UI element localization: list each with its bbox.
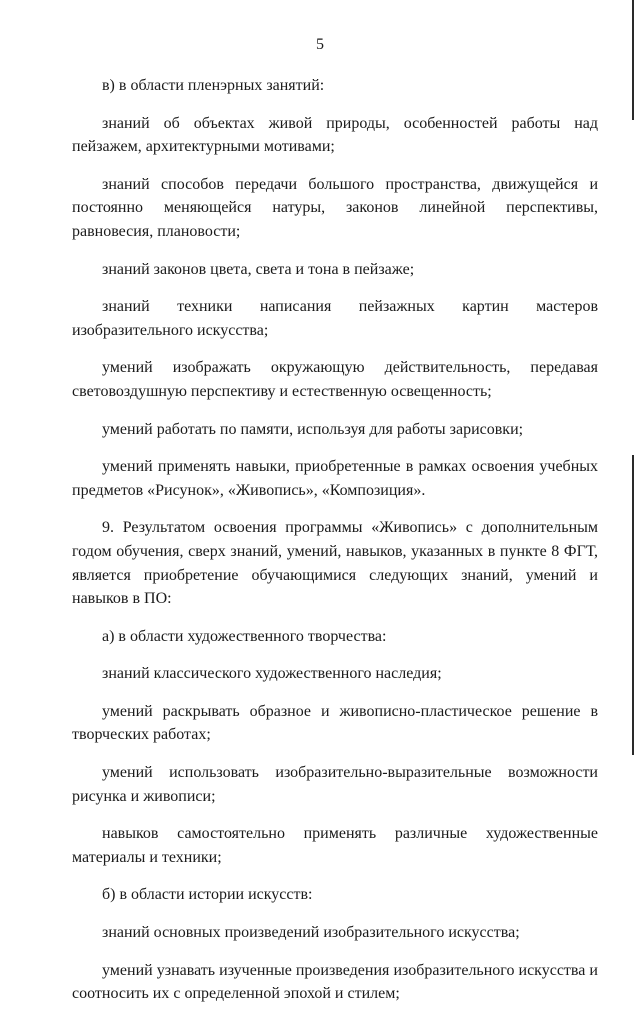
scan-edge-mark xyxy=(632,0,634,120)
document-body xyxy=(72,74,598,1020)
paragraph: умений использовать изобразительно-выразительные возможности рисунка и живописи; xyxy=(72,764,598,805)
paragraph: знаний способов передачи большого пространства, движущейся и постоянно меняющейся натуры, законов линейной перспективы, равновесия, плановости; xyxy=(72,175,598,240)
paragraph-plein-air-heading: в) в области пленэрных занятий: xyxy=(102,77,325,94)
paragraph-art-creativity-heading: а) в области художественного творчества: xyxy=(102,627,387,645)
paragraph: знаний законов цвета, света и тона в пейзаже; xyxy=(102,260,415,278)
paragraph: знаний техники написания пейзажных картин мастеров изобразительного искусства; xyxy=(72,298,598,339)
paragraph-art-history-heading: б) в области истории искусств: xyxy=(102,886,313,904)
page-number: 5 xyxy=(316,36,324,53)
paragraph: навыков самостоятельно применять различные художественные материалы и техники; xyxy=(72,825,598,866)
paragraph: умений работать по памяти, используя для работы зарисовки; xyxy=(102,420,524,438)
paragraph: знаний об объектах живой природы, особенностей работы над пейзажем, архитектурными мотивами; xyxy=(72,114,598,156)
paragraph: знаний основных произведений изобразительного искусства; xyxy=(102,924,520,942)
paragraph: умений применять навыки, приобретенные в рамках освоения учебных предметов «Рисунок», «Живопись», «Композиция». xyxy=(72,458,598,499)
paragraph: знаний классического художественного наследия; xyxy=(102,665,442,683)
paragraph: умений раскрывать образное и живописно-пластическое решение в творческих работах; xyxy=(72,702,598,744)
paragraph: умений узнавать изученные произведения изобразительного искусства и соотносить их с определенной эпохой и стилем; xyxy=(72,961,598,1003)
paragraph-item-9: 9. Результатом освоения программы «Живопись» с дополнительным годом обучения, сверх знаний, умений, навыков, указанных в пункте 8 ФГТ, является приобретение обучающимися следующих знаний, умений и навыков в ПО: xyxy=(72,519,598,608)
scan-edge-mark xyxy=(632,455,634,755)
paragraph: умений изображать окружающую действительность, передавая световоздушную перспективу и естественную освещенность; xyxy=(72,359,598,400)
